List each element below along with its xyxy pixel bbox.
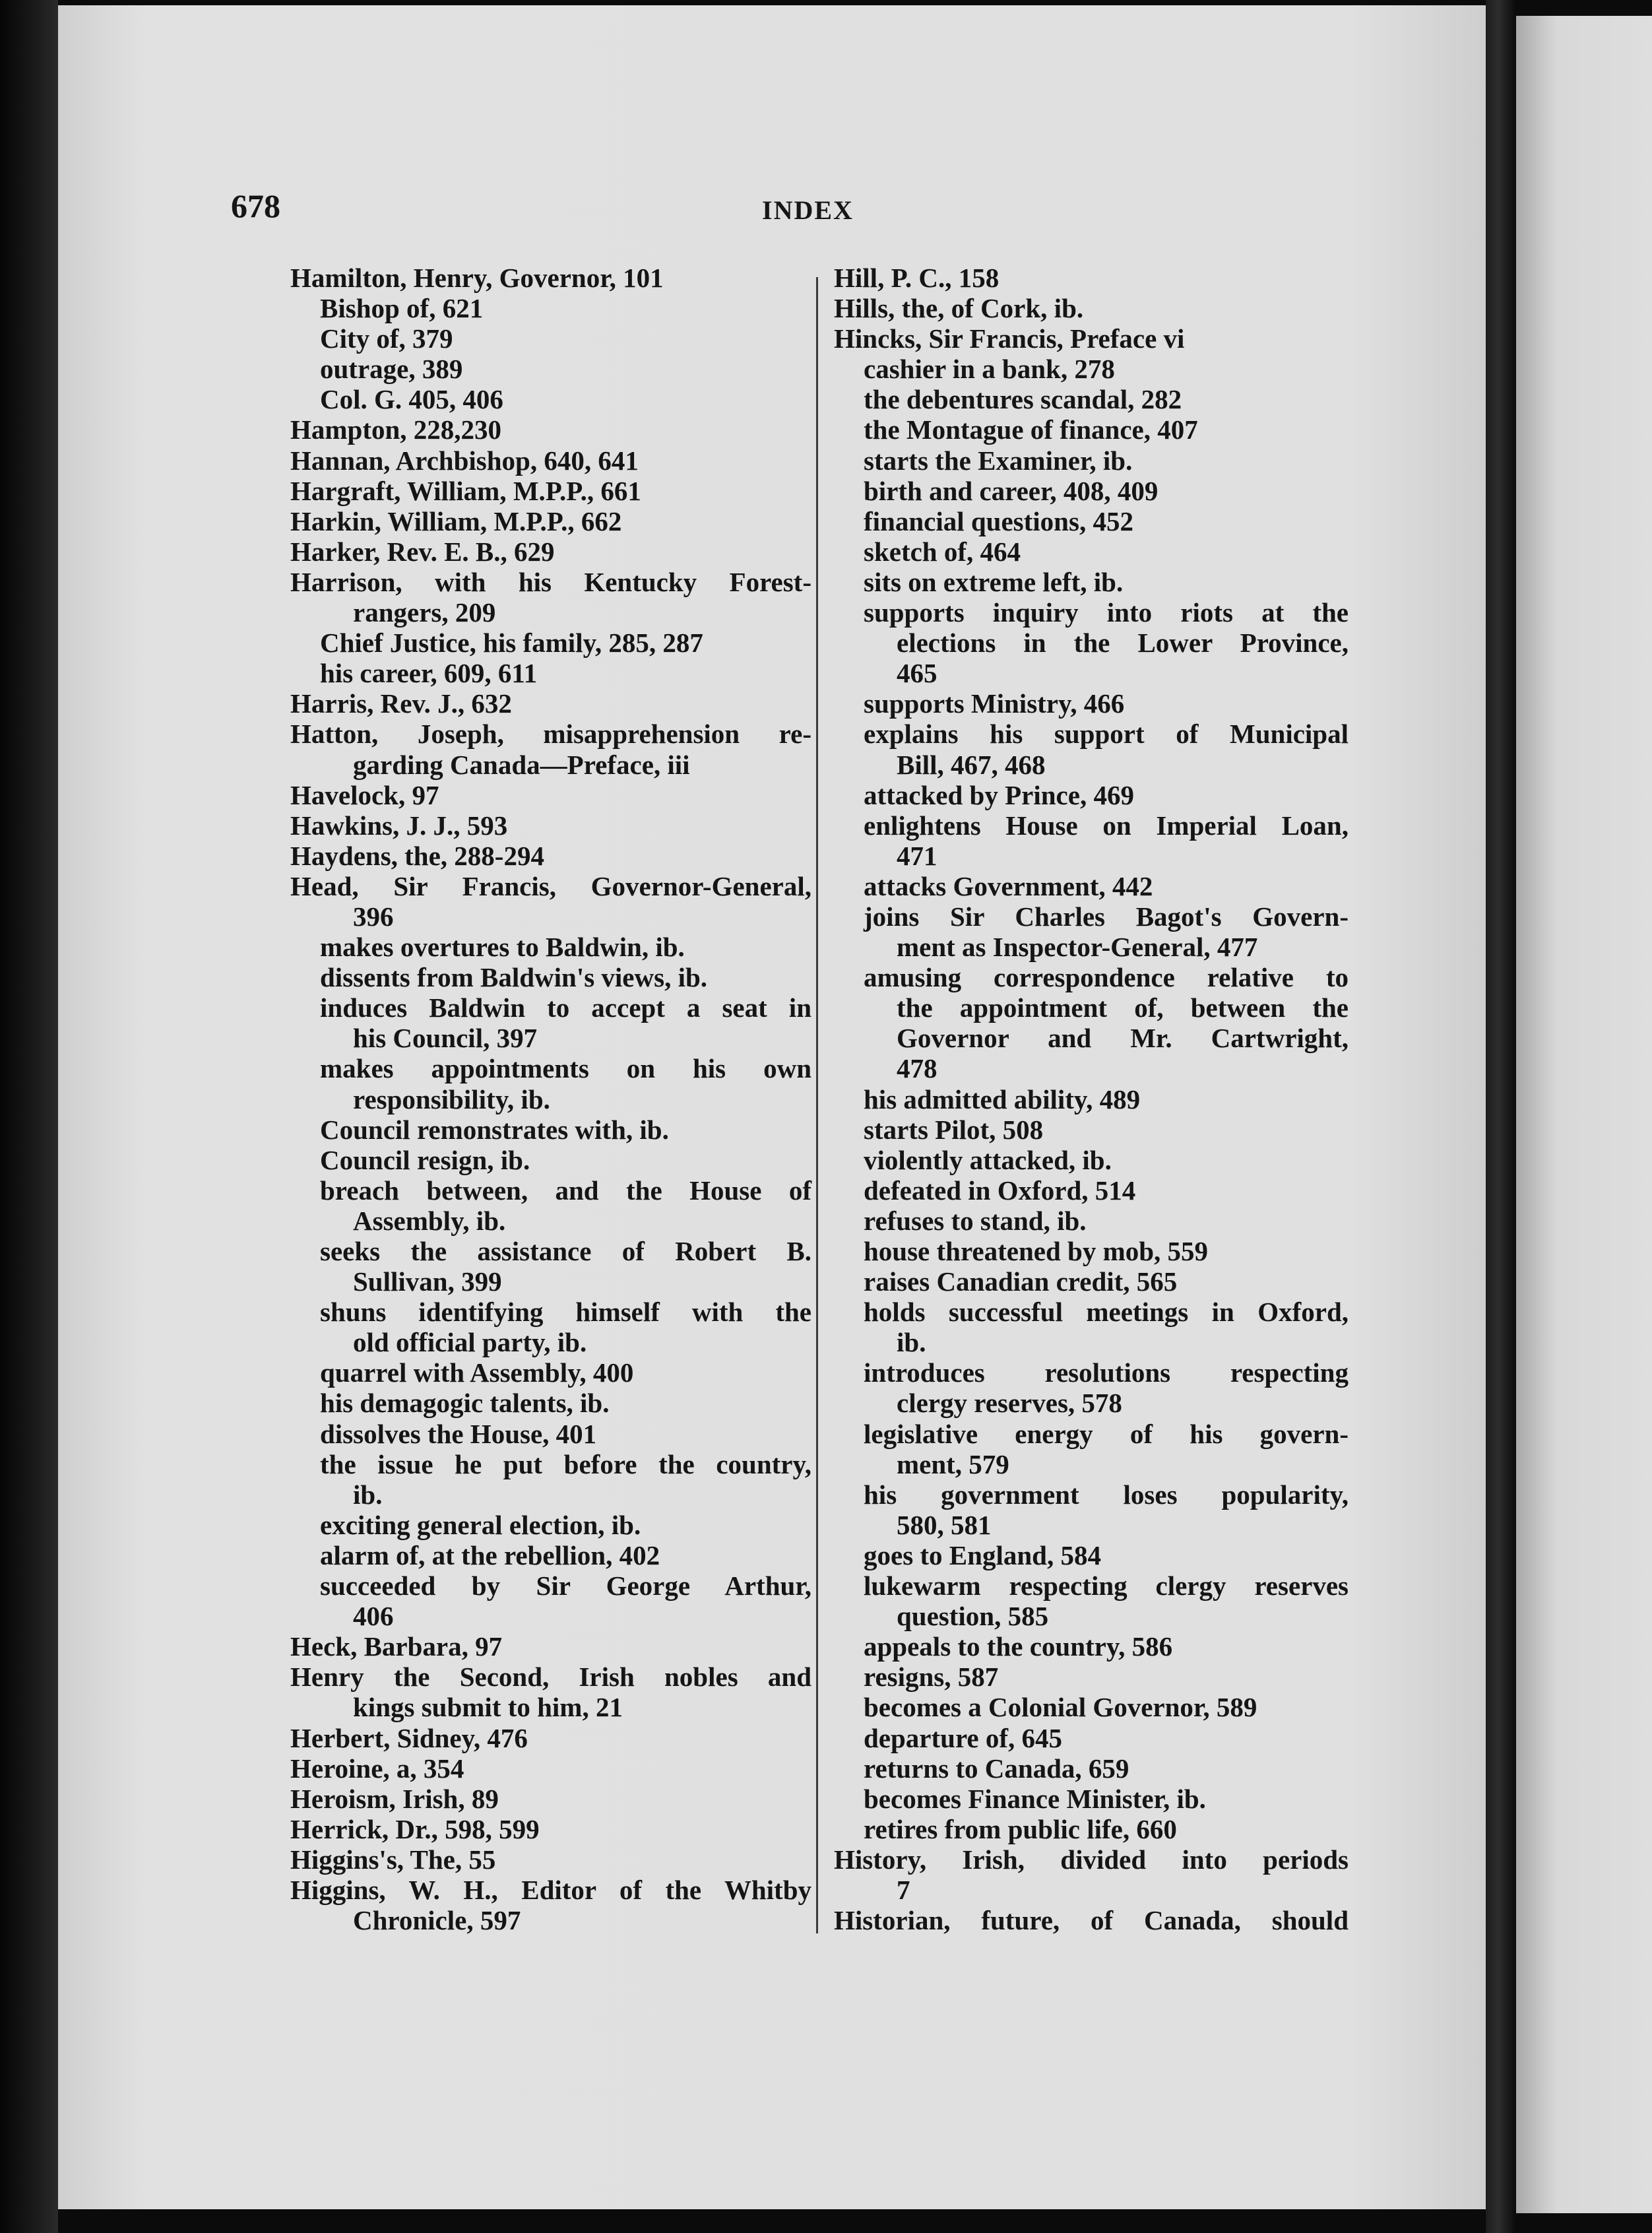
index-subentry: birth and career, 408, 409	[864, 475, 1159, 506]
index-entry: Hatton, Joseph, misapprehension re-	[290, 719, 811, 750]
index-subentry: alarm of, at the rebellion, 402	[320, 1539, 660, 1570]
index-entry: Harris, Rev. J., 632	[290, 688, 512, 719]
index-subentry: 7	[897, 1874, 910, 1905]
index-entry: Higgins, W. H., Editor of the Whitby	[290, 1874, 811, 1905]
index-entry: Hampton, 228,230	[290, 414, 502, 445]
index-subentry: the debentures scandal, 282	[864, 384, 1182, 415]
index-subentry: kings submit to him, 21	[353, 1692, 623, 1723]
index-subentry: clergy reserves, 578	[897, 1388, 1122, 1419]
book-gutter	[1486, 0, 1516, 2233]
index-subentry: succeeded by Sir George Arthur,	[320, 1570, 811, 1602]
index-entry: Hincks, Sir Francis, Preface vi	[834, 323, 1185, 354]
index-subentry: resigns, 587	[864, 1662, 999, 1693]
index-subentry: his demagogic talents, ib.	[320, 1388, 610, 1419]
index-subentry: Chronicle, 597	[353, 1905, 521, 1936]
index-subentry: raises Canadian credit, 565	[864, 1266, 1178, 1297]
index-subentry: starts Pilot, 508	[864, 1114, 1044, 1145]
index-subentry: ib.	[897, 1327, 926, 1358]
index-subentry: induces Baldwin to accept a seat in	[320, 992, 811, 1023]
index-subentry: Sullivan, 399	[353, 1266, 502, 1297]
index-subentry: breach between, and the House of	[320, 1175, 811, 1206]
index-entry: Herbert, Sidney, 476	[290, 1722, 528, 1753]
index-subentry: shuns identifying himself with the	[320, 1297, 811, 1328]
index-subentry: introduces resolutions respecting	[864, 1357, 1349, 1388]
index-subentry: holds successful meetings in Oxford,	[864, 1297, 1349, 1328]
index-subentry: Col. G. 405, 406	[320, 384, 503, 415]
index-entry: Historian, future, of Canada, should	[834, 1905, 1349, 1936]
index-column-left	[290, 263, 811, 1935]
facing-page-edge	[1516, 16, 1652, 2213]
index-subentry: attacked by Prince, 469	[864, 779, 1134, 810]
index-subentry: financial questions, 452	[864, 505, 1133, 536]
index-subentry: seeks the assistance of Robert B.	[320, 1236, 811, 1266]
index-subentry: Bishop of, 621	[320, 293, 484, 324]
index-subentry: responsibility, ib.	[353, 1084, 550, 1115]
index-entry: Harkin, William, M.P.P., 662	[290, 505, 622, 536]
index-subentry: Assembly, ib.	[353, 1205, 506, 1236]
index-subentry: question, 585	[897, 1601, 1049, 1632]
index-subentry: 406	[353, 1601, 394, 1632]
index-entry: Hargraft, William, M.P.P., 661	[290, 475, 641, 506]
index-entry: Henry the Second, Irish nobles and	[290, 1662, 811, 1693]
index-subentry: sketch of, 464	[864, 536, 1021, 567]
index-entry: History, Irish, divided into periods	[834, 1844, 1349, 1875]
index-subentry: sits on extreme left, ib.	[864, 566, 1124, 597]
index-subentry: becomes a Colonial Governor, 589	[864, 1692, 1257, 1723]
index-entry: Havelock, 97	[290, 779, 439, 810]
scan-left-edge	[0, 0, 58, 2233]
index-subentry: old official party, ib.	[353, 1327, 587, 1358]
index-subentry: Governor and Mr. Cartwright,	[897, 1023, 1349, 1054]
index-subentry: becomes Finance Minister, ib.	[864, 1783, 1206, 1814]
column-divider	[816, 277, 818, 1933]
index-entry: Heck, Barbara, 97	[290, 1631, 503, 1662]
index-subentry: makes appointments on his own	[320, 1053, 811, 1084]
index-subentry: lukewarm respecting clergy reserves	[864, 1570, 1349, 1602]
index-subentry: ib.	[353, 1479, 383, 1510]
index-subentry: house threatened by mob, 559	[864, 1236, 1209, 1266]
page-number: 678	[231, 187, 280, 224]
index-subentry: legislative energy of his govern-	[864, 1418, 1349, 1449]
index-subentry: Bill, 467, 468	[897, 749, 1046, 780]
index-subentry: appeals to the country, 586	[864, 1631, 1173, 1662]
index-subentry: exciting general election, ib.	[320, 1509, 641, 1540]
index-subentry: elections in the Lower Province,	[897, 628, 1349, 659]
index-subentry: amusing correspondence relative to	[864, 962, 1349, 993]
index-entry: Hamilton, Henry, Governor, 101	[290, 263, 664, 293]
index-subentry: makes overtures to Baldwin, ib.	[320, 932, 685, 963]
index-subentry: enlightens House on Imperial Loan,	[864, 810, 1349, 841]
index-subentry: attacks Government, 442	[864, 870, 1153, 901]
index-subentry: Council resign, ib.	[320, 1144, 530, 1175]
index-subentry: dissolves the House, 401	[320, 1418, 597, 1449]
index-entry: Higgins's, The, 55	[290, 1844, 496, 1875]
index-subentry: cashier in a bank, 278	[864, 354, 1115, 385]
index-entry: Hawkins, J. J., 593	[290, 810, 508, 841]
index-subentry: ment, 579	[897, 1448, 1009, 1479]
index-subentry: 396	[353, 901, 394, 932]
index-subentry: 465	[897, 658, 937, 689]
index-subentry: supports inquiry into riots at the	[864, 597, 1349, 628]
index-entry: Herrick, Dr., 598, 599	[290, 1813, 540, 1844]
index-subentry: City of, 379	[320, 323, 453, 354]
index-subentry: retires from public life, 660	[864, 1813, 1177, 1844]
running-head: INDEX	[762, 195, 854, 225]
index-subentry: violently attacked, ib.	[864, 1144, 1112, 1175]
index-subentry: garding Canada—Preface, iii	[353, 749, 690, 780]
index-subentry: defeated in Oxford, 514	[864, 1175, 1136, 1206]
index-entry: Heroine, a, 354	[290, 1753, 464, 1784]
index-entry: Harrison, with his Kentucky Forest-	[290, 566, 811, 597]
index-subentry: supports Ministry, 466	[864, 688, 1125, 719]
index-subentry: 478	[897, 1053, 937, 1084]
index-subentry: the Montague of finance, 407	[864, 414, 1198, 445]
index-subentry: joins Sir Charles Bagot's Govern-	[864, 901, 1349, 932]
index-subentry: departure of, 645	[864, 1722, 1063, 1753]
index-entry: Haydens, the, 288-294	[290, 840, 544, 871]
index-subentry: 471	[897, 840, 937, 871]
index-subentry: the appointment of, between the	[897, 992, 1349, 1023]
index-entry: Head, Sir Francis, Governor-General,	[290, 870, 811, 901]
index-subentry: quarrel with Assembly, 400	[320, 1357, 634, 1388]
index-subentry: his Council, 397	[353, 1023, 538, 1054]
index-subentry: 580, 581	[897, 1509, 992, 1540]
index-subentry: outrage, 389	[320, 354, 463, 385]
index-subentry: goes to England, 584	[864, 1539, 1101, 1570]
index-entry: Harker, Rev. E. B., 629	[290, 536, 555, 567]
index-subentry: dissents from Baldwin's views, ib.	[320, 962, 708, 993]
index-subentry: Council remonstrates with, ib.	[320, 1114, 669, 1145]
index-column-right	[834, 263, 1349, 1935]
index-subentry: the issue he put before the country,	[320, 1448, 811, 1479]
index-subentry: ment as Inspector-General, 477	[897, 932, 1258, 963]
index-entry: Hannan, Archbishop, 640, 641	[290, 445, 639, 476]
index-entry: Hill, P. C., 158	[834, 263, 1000, 293]
index-entry: Hills, the, of Cork, ib.	[834, 293, 1084, 324]
index-subentry: his government loses popularity,	[864, 1479, 1349, 1510]
index-subentry: his admitted ability, 489	[864, 1084, 1141, 1115]
index-subentry: starts the Examiner, ib.	[864, 445, 1133, 476]
index-subentry: Chief Justice, his family, 285, 287	[320, 628, 703, 659]
index-subentry: refuses to stand, ib.	[864, 1205, 1087, 1236]
index-subentry: his career, 609, 611	[320, 658, 538, 689]
index-subentry: rangers, 209	[353, 597, 496, 628]
index-subentry: returns to Canada, 659	[864, 1753, 1129, 1784]
index-subentry: explains his support of Municipal	[864, 719, 1349, 750]
index-entry: Heroism, Irish, 89	[290, 1783, 499, 1814]
